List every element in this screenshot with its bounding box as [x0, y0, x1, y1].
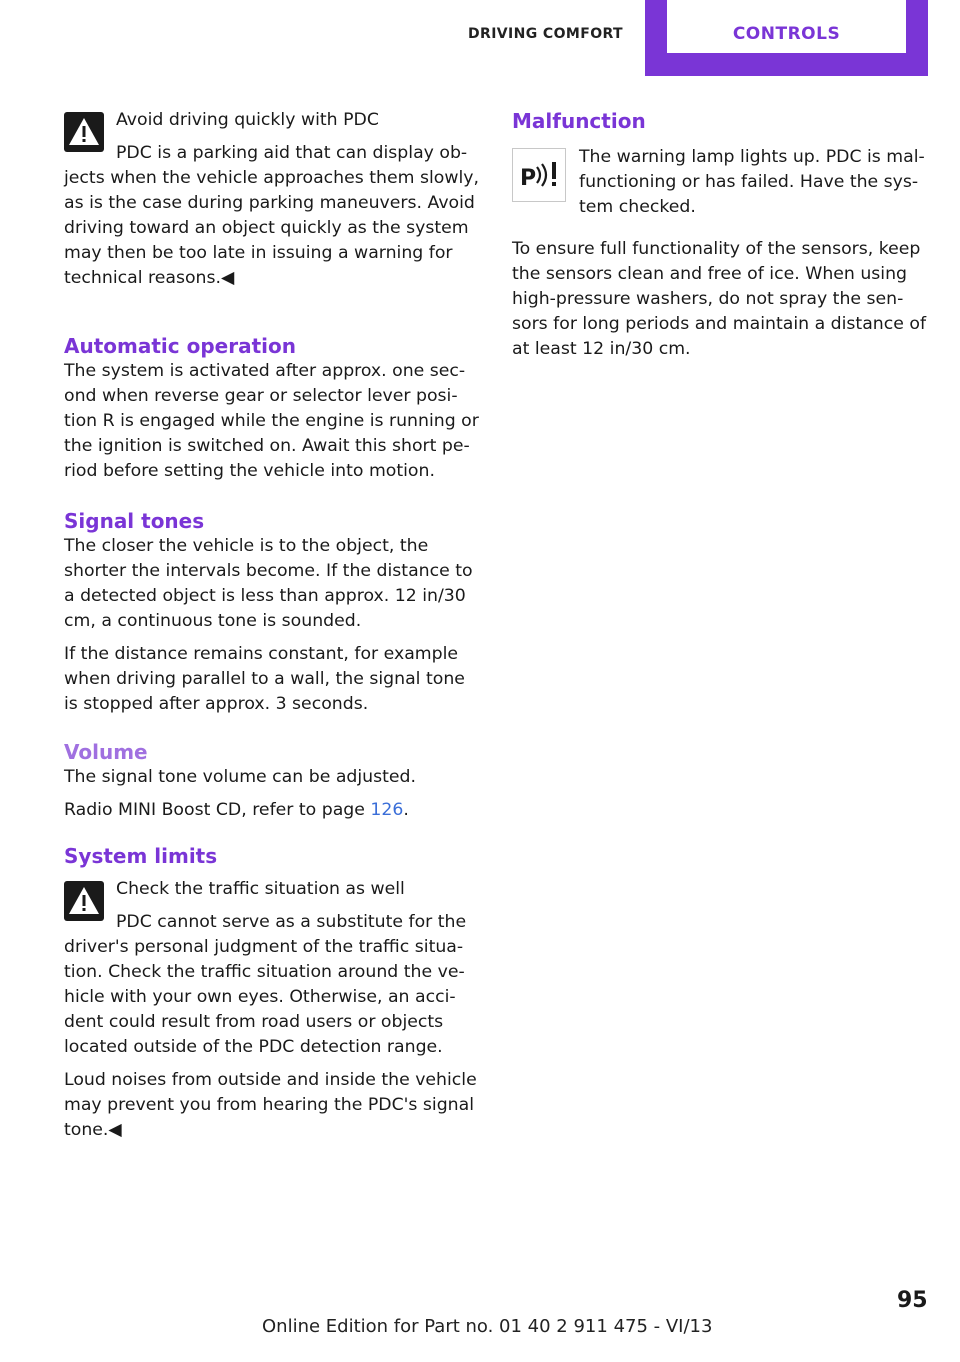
system-limits-text-2: Loud noises from outside and inside the vehicle may prevent you from hearing the PDC's signal tone.◀: [64, 1070, 477, 1140]
pdc-warning-lamp-icon: [512, 148, 566, 202]
heading-automatic-operation: Automatic operation: [64, 334, 296, 358]
warning-triangle-icon: [64, 881, 104, 921]
warning-first-line: PDC cannot serve as a substitute for the: [116, 912, 467, 932]
footer-edition: Online Edition for Part no. 01 40 2 911 475 - VI/13: [262, 1316, 713, 1337]
malfunction-lamp-text: The warning lamp lights up. PDC is mal‐functioning or has failed. Have the sys‐tem checked.: [579, 147, 925, 217]
volume-ref-prefix: Radio MINI Boost CD, refer to page: [64, 800, 371, 820]
warning-title: Avoid driving quickly with PDC: [116, 110, 379, 130]
section-signal-tones: [64, 508, 480, 717]
warning-title: Check the traffic situation as well: [116, 879, 405, 899]
automatic-operation-text: The system is activated after approx. one sec‐ond when reverse gear or selector lever posi‐tion R is engaged while the engine is running or the ignition is switched on. Await this short pe‐riod before setting the vehicle into motion.: [64, 361, 479, 481]
section-malfunction: [512, 108, 928, 362]
heading-malfunction: Malfunction: [512, 109, 646, 133]
header-chapter-label: CONTROLS: [667, 0, 906, 53]
right-column: [512, 108, 928, 370]
signal-tones-text-2: If the distance remains constant, for example when driving parallel to a wall, the signal tone is stopped after approx. 3 seconds.: [64, 644, 465, 714]
svg-text:P: P: [520, 166, 537, 191]
warning-block-pdc-speed: [64, 108, 480, 291]
malfunction-text: To ensure full functionality of the sensors, keep the sensors clean and free of ice. When using high-pressure washers, do not spray the sen‐sors for long periods and maintain a distance of at least 12 in/30 cm.: [512, 239, 927, 359]
page-reference-link[interactable]: 126: [370, 800, 404, 820]
warning-first-line: PDC is a parking aid that can display ob‐: [116, 143, 468, 163]
left-column: [64, 108, 480, 1151]
volume-text-1: The signal tone volume can be adjusted.: [64, 767, 417, 787]
heading-volume: Volume: [64, 740, 148, 764]
header-section-title: DRIVING COMFORT: [468, 26, 624, 42]
section-volume: [64, 739, 480, 823]
section-system-limits: [64, 843, 480, 1143]
header-chapter-tab[interactable]: [645, 0, 928, 76]
heading-system-limits: System limits: [64, 844, 218, 868]
warning-body: driver's personal judgment of the traffic situa‐tion. Check the traffic situation around the ve‐hicle with your own eyes. Otherwise, an acci‐dent could result from road users or objects located outside of the PDC detection range.: [64, 937, 465, 1057]
volume-text-2: [64, 798, 480, 823]
signal-tones-text-1: The closer the vehicle is to the object, the shorter the intervals become. If the distance to a detected object is less than approx. 12 in/30 cm, a continuous tone is sounded.: [64, 536, 473, 631]
warning-triangle-icon: [64, 112, 104, 152]
section-automatic-operation: [64, 333, 480, 484]
page-number: 95: [897, 1288, 928, 1313]
heading-signal-tones: Signal tones: [64, 509, 205, 533]
warning-block-traffic: [64, 877, 480, 1060]
warning-body: jects when the vehicle approaches them slowly, as is the case during parking maneuvers. Avoid driving toward an object quickly as the system may then be too late in issuing a warning for technical reasons.◀: [64, 168, 479, 288]
volume-ref-suffix: .: [403, 800, 409, 820]
